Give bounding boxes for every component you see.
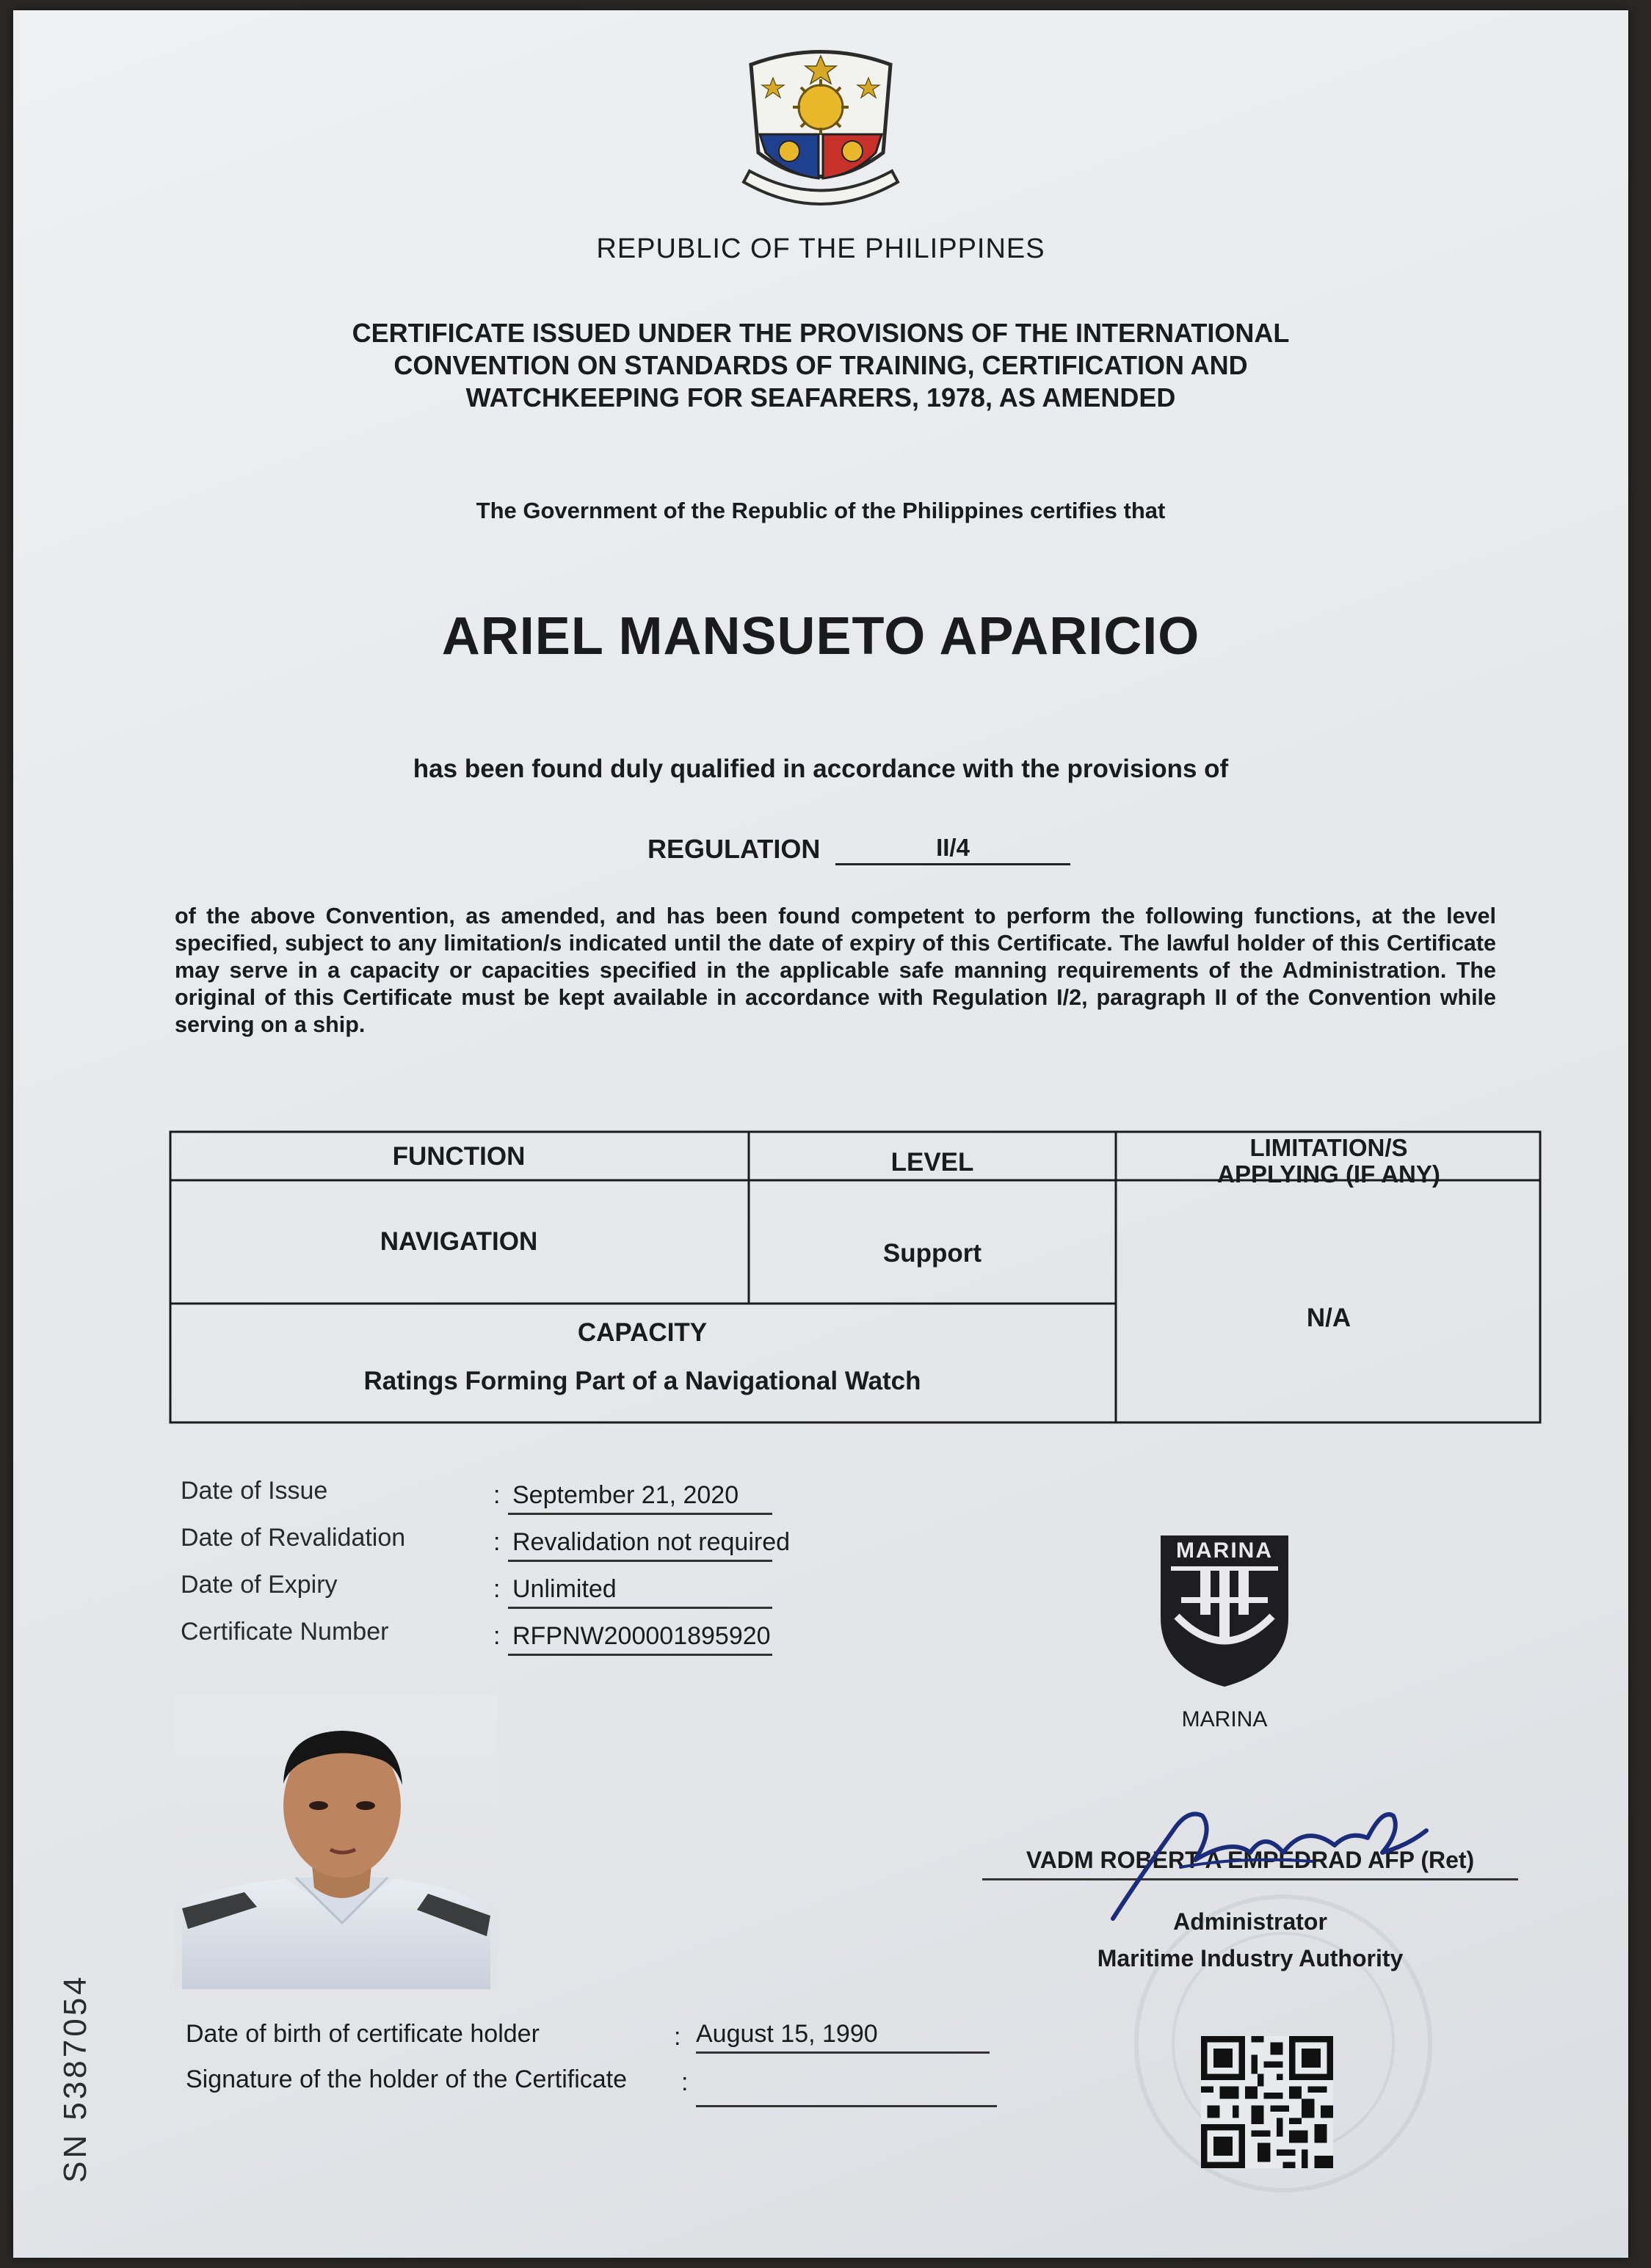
certifies-statement: The Government of the Republic of the Philippines certifies that xyxy=(476,498,1166,523)
limitation-value: N/A xyxy=(1306,1304,1351,1332)
date-of-expiry-value: Unlimited xyxy=(508,1575,772,1609)
holder-signature-label: Signature of the holder of the Certificate xyxy=(186,2065,628,2093)
limitation-header-line: LIMITATION/S xyxy=(1249,1134,1408,1161)
signatory-role: Administrator xyxy=(1173,1908,1327,1935)
detail-label: Date of Issue xyxy=(181,1477,328,1505)
republic-title: REPUBLIC OF THE PHILIPPINES xyxy=(596,233,1045,264)
marina-shield-anchor-icon xyxy=(1155,1530,1294,1691)
capacity-header: CAPACITY xyxy=(577,1318,708,1347)
philippine-coat-of-arms-icon xyxy=(729,43,912,226)
signatory-organization: Maritime Industry Authority xyxy=(1097,1945,1404,1971)
certificate-number-value: RFPNW200001895920 xyxy=(508,1622,772,1656)
level-header: LEVEL xyxy=(890,1148,974,1177)
dob-colon: : xyxy=(674,2023,681,2051)
function-header: FUNCTION xyxy=(392,1142,526,1171)
holder-name: ARIEL MANSUETO APARICIO xyxy=(441,607,1200,666)
holder-signature-colon: : xyxy=(681,2068,689,2096)
dob-label: Date of birth of certificate holder xyxy=(186,2020,540,2048)
holder-photo xyxy=(175,1695,498,1989)
convention-body-text: of the above Convention, as amended, and has been found competent to perform the following functions, at the level specified, subject to any limitation/s indicated until the date of expiry of this Certificate. The lawful holder of this Certificate may serve in a capacity or capacities specified in the applicable safe manning requirements of the Administration. The original of this Certificate must be kept available in accordance with Regulation I/2, paragraph II of the Convention while serving on a ship. xyxy=(175,904,1496,1037)
handwritten-signature xyxy=(1092,1787,1437,1926)
certificate-page xyxy=(13,10,1628,2258)
marina-label: MARINA xyxy=(1181,1707,1268,1731)
detail-colon: : xyxy=(493,1575,501,1603)
detail-label: Date of Expiry xyxy=(181,1571,338,1599)
qr-code-icon xyxy=(1201,2036,1333,2168)
qualified-statement: has been found duly qualified in accordance with the provisions of xyxy=(413,755,1229,783)
heading-line: WATCHKEEPING FOR SEAFARERS, 1978, AS AMENDED xyxy=(465,382,1176,412)
limitation-header-line: APPLYING (IF ANY) xyxy=(1217,1160,1440,1188)
function-value: NAVIGATION xyxy=(380,1227,538,1256)
holder-signature-line xyxy=(696,2105,997,2107)
serial-number: SN 5387054 xyxy=(57,1974,93,2183)
dob-value: August 15, 1990 xyxy=(696,2020,990,2054)
detail-colon: : xyxy=(493,1481,501,1509)
regulation-value: II/4 xyxy=(835,834,1070,865)
heading-line: CERTIFICATE ISSUED UNDER THE PROVISIONS OF THE INTERNATIONAL xyxy=(352,318,1290,348)
regulation-label: REGULATION xyxy=(647,834,821,864)
detail-label: Date of Revalidation xyxy=(181,1524,406,1552)
detail-label: Certificate Number xyxy=(181,1618,389,1646)
heading-line: CONVENTION ON STANDARDS OF TRAINING, CERTIFICATION AND xyxy=(393,350,1248,380)
detail-colon: : xyxy=(493,1528,501,1556)
limitation-header xyxy=(1116,1135,1542,1188)
detail-colon: : xyxy=(493,1622,501,1650)
competency-table xyxy=(169,1130,1542,1424)
capacity-value: Ratings Forming Part of a Navigational Watch xyxy=(363,1367,921,1395)
level-value: Support xyxy=(882,1239,982,1268)
signatory-name: VADM ROBERT A EMPEDRAD AFP (Ret) xyxy=(982,1847,1518,1880)
date-of-revalidation-value: Revalidation not required xyxy=(508,1528,772,1562)
marina-logo-text: MARINA xyxy=(1176,1538,1273,1563)
date-of-issue-value: September 21, 2020 xyxy=(508,1481,772,1515)
certificate-heading xyxy=(233,317,1408,414)
